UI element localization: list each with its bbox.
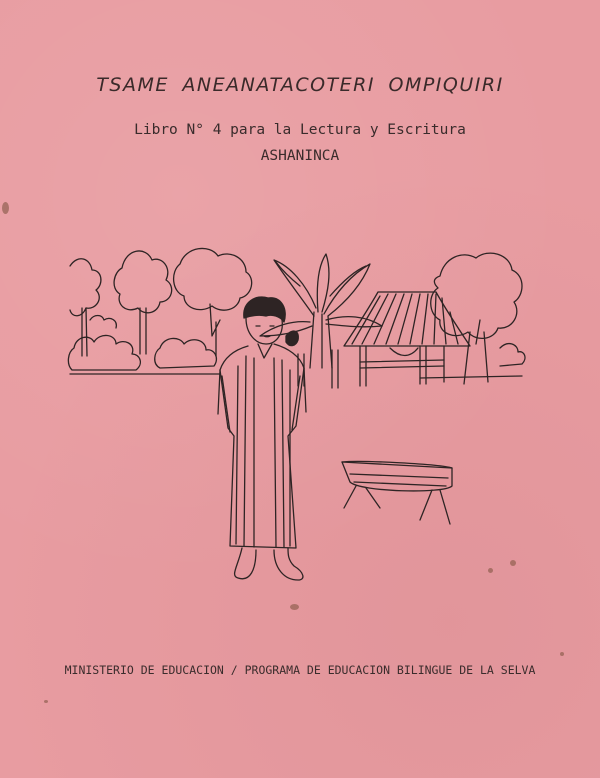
tree-left-3 <box>174 248 252 356</box>
tree-left-2 <box>114 251 172 354</box>
bushes-left <box>68 316 216 371</box>
publisher-footer: MINISTERIO DE EDUCACION / PROGRAMA DE EDUCACION BILINGUE DE LA SELVA <box>64 663 536 677</box>
paper-speck <box>510 560 516 566</box>
ground-line <box>70 374 522 378</box>
book-language: ASHANINCA <box>260 148 340 164</box>
book-title: TSAME ANEANATACOTERI OMPIQUIRI <box>96 74 504 96</box>
wooden-trough <box>342 461 452 524</box>
tree-right <box>431 253 525 384</box>
paper-speck <box>2 202 9 214</box>
tree-left-1 <box>70 259 101 356</box>
thatched-hut <box>344 292 470 386</box>
boy-figure <box>218 297 306 580</box>
paper-speck <box>290 604 299 610</box>
paper-speck <box>44 700 48 703</box>
cover-illustration <box>60 236 540 596</box>
paper-speck <box>488 568 493 573</box>
paper-speck <box>560 652 564 656</box>
book-subtitle: Libro N° 4 para la Lectura y Escritura <box>134 122 466 138</box>
